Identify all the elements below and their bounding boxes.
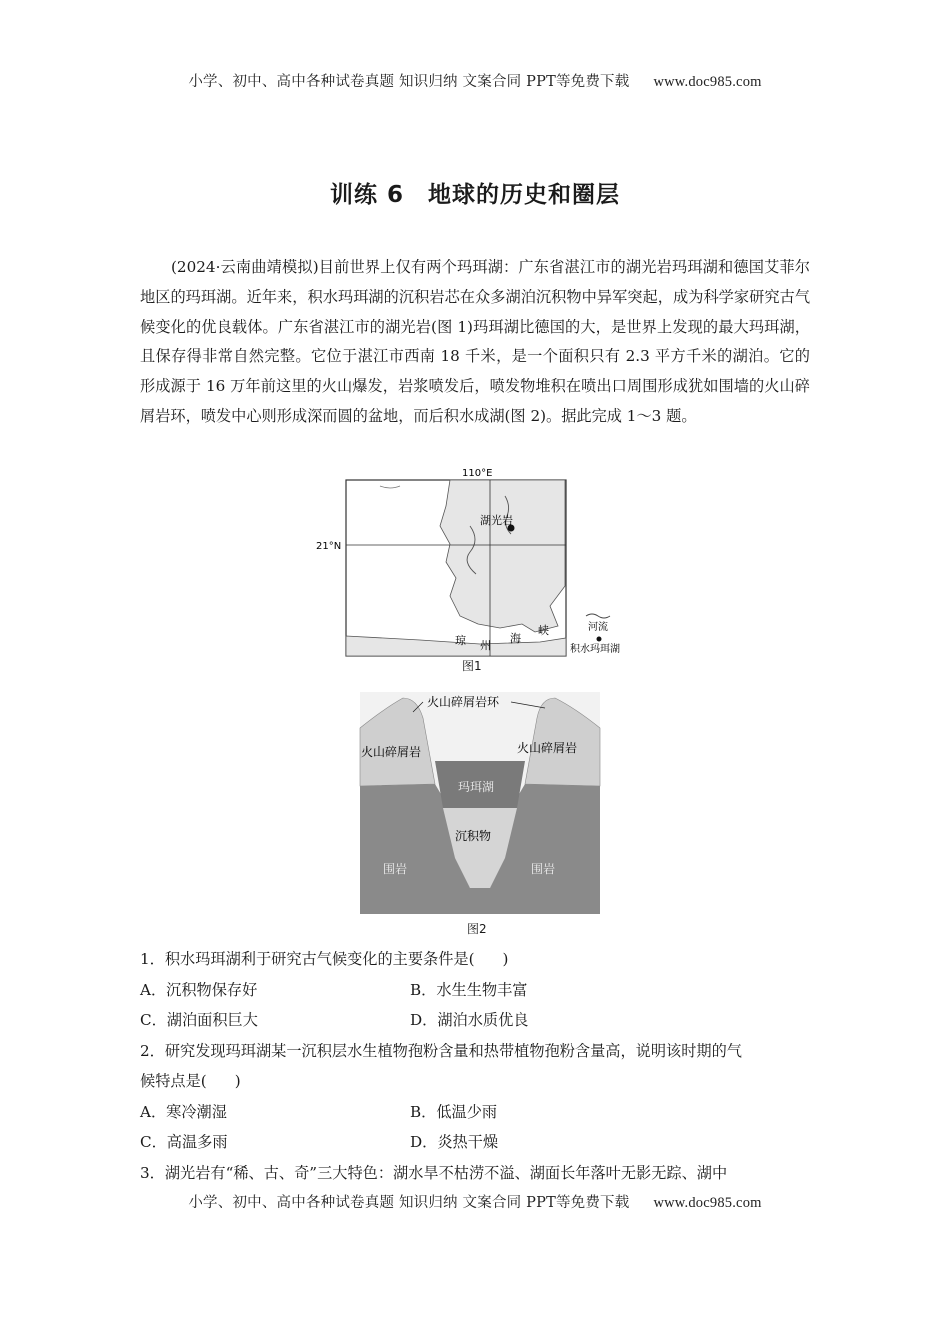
option-b[interactable]: B．低温少雨 bbox=[410, 1102, 498, 1121]
figure-1-caption: 图1 bbox=[462, 659, 482, 673]
question-list bbox=[140, 944, 812, 1188]
question-2-stem: 2．研究发现玛珥湖某一沉积层水生植物孢粉含量和热带植物孢粉含量高，说明该时期的气 bbox=[140, 1041, 742, 1060]
country-rock-right-label: 围岩 bbox=[531, 862, 556, 876]
footer-text: 小学、初中、高中各种试卷真题 知识归纳 文案合同 PPT等免费下载 bbox=[188, 1195, 630, 1211]
question-2-stem-cont: 候特点是( ) bbox=[140, 1072, 241, 1090]
option-d[interactable]: D．湖泊水质优良 bbox=[410, 1011, 529, 1029]
peninsula-land bbox=[440, 480, 565, 632]
page-footer bbox=[0, 1191, 950, 1212]
legend-river-label: 河流 bbox=[588, 622, 608, 633]
option-a[interactable]: A．寒冷潮湿 bbox=[140, 1102, 227, 1121]
lake-label: 玛珥湖 bbox=[458, 780, 495, 794]
strait-char: 琼 bbox=[455, 634, 466, 647]
question-2-options-row bbox=[140, 1097, 812, 1128]
question-1-options-row bbox=[140, 1005, 812, 1036]
legend-lake-label: 积水玛珥湖 bbox=[570, 644, 620, 655]
figure-2-caption: 图2 bbox=[467, 922, 487, 936]
figure-1-map bbox=[300, 466, 660, 676]
option-a[interactable]: A．沉积物保存好 bbox=[140, 980, 258, 999]
strait-char: 州 bbox=[480, 639, 491, 652]
place-label: 湖光岩 bbox=[480, 514, 513, 527]
question-1-stem: 1．积水玛珥湖利于研究古气候变化的主要条件是( ) bbox=[140, 950, 509, 968]
map-svg bbox=[300, 466, 660, 676]
header-text: 小学、初中、高中各种试卷真题 知识归纳 文案合同 PPT等免费下载 bbox=[188, 74, 630, 90]
option-c[interactable]: C．湖泊面积巨大 bbox=[140, 1011, 258, 1029]
sediment-label: 沉积物 bbox=[455, 829, 492, 843]
page-header bbox=[0, 70, 950, 91]
strait-char: 海 bbox=[510, 632, 521, 645]
reading-passage: (2024·云南曲靖模拟)目前世界上仅有两个玛珥湖：广东省湛江市的湖光岩玛珥湖和德国艾菲尔地区的玛珥湖。近年来，积水玛珥湖的沉积岩芯在众多湖泊沉积物中异军突起，成为科学家研究古气候变化的优良载体。广东省湛江市的湖光岩(图 1)玛珥湖比德国的大，是世界上发现的最大玛珥湖，且保存得非常自然完整。它位于湛江市西南 18 千米，是一个面积只有 2.3 平方千米的湖泊。它的形成源于 16 万年前这里的火山爆发，岩浆喷发后，喷发物堆积在喷出口周围形成犹如围墙的火山碎屑岩环，喷发中心则形成深而圆的盆地，而后积水成湖(图 2)。据此完成 1～3 题。 bbox=[140, 258, 810, 425]
legend-river-symbol bbox=[586, 614, 610, 618]
left-rock-label: 火山碎屑岩 bbox=[361, 745, 422, 759]
question-2-options-row bbox=[140, 1127, 812, 1158]
right-rock-label: 火山碎屑岩 bbox=[517, 741, 578, 755]
lon-label: 110°E bbox=[462, 468, 493, 479]
option-b[interactable]: B．水生生物丰富 bbox=[410, 980, 528, 999]
question-3-stem: 3．湖光岩有“稀、古、奇”三大特色：湖水旱不枯涝不溢、湖面长年落叶无影无踪、湖中 bbox=[140, 1163, 728, 1182]
section-svg bbox=[355, 688, 605, 916]
page-title: 训练 6 地球的历史和圈层 bbox=[329, 182, 620, 208]
option-d[interactable]: D．炎热干燥 bbox=[410, 1133, 499, 1151]
question-1-options-row bbox=[140, 975, 812, 1006]
legend-lake-symbol bbox=[597, 637, 602, 642]
strait-char: 峡 bbox=[538, 624, 549, 637]
lat-label: 21°N bbox=[316, 541, 342, 552]
footer-site: www.doc985.com bbox=[653, 1195, 762, 1211]
option-c[interactable]: C．高温多雨 bbox=[140, 1133, 228, 1151]
country-rock-left-label: 围岩 bbox=[383, 862, 408, 876]
header-site: www.doc985.com bbox=[653, 74, 762, 90]
figure-2-section bbox=[355, 688, 605, 938]
ring-label: 火山碎屑岩环 bbox=[427, 695, 500, 709]
